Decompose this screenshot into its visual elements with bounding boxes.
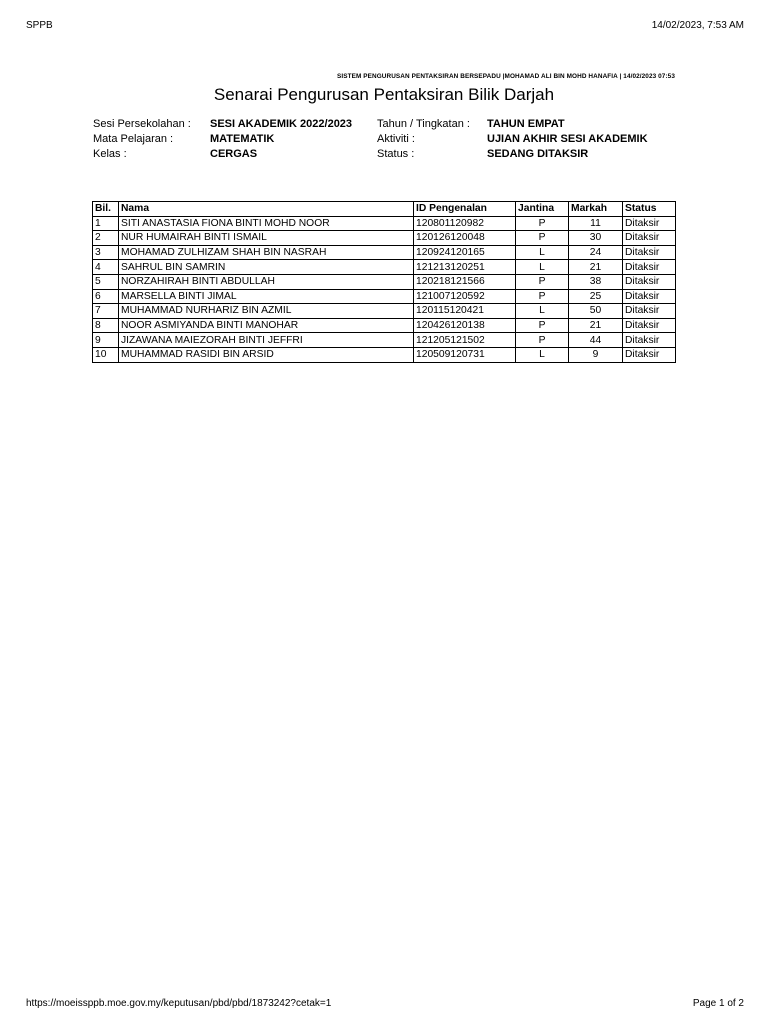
- column-header-nama: Nama: [119, 202, 414, 217]
- cell-bil: 8: [93, 318, 119, 333]
- cell-id: 121205121502: [414, 333, 516, 348]
- cell-nama: SITI ANASTASIA FIONA BINTI MOHD NOOR: [119, 216, 414, 231]
- year-value: TAHUN EMPAT: [487, 118, 565, 130]
- cell-jantina: P: [516, 333, 569, 348]
- cell-markah: 38: [569, 274, 623, 289]
- cell-markah: 9: [569, 347, 623, 362]
- cell-markah: 24: [569, 245, 623, 260]
- session-label: Sesi Persekolahan :: [93, 118, 191, 130]
- cell-nama: MUHAMMAD RASIDI BIN ARSID: [119, 347, 414, 362]
- cell-jantina: P: [516, 318, 569, 333]
- column-header-jantina: Jantina: [516, 202, 569, 217]
- cell-bil: 9: [93, 333, 119, 348]
- cell-nama: SAHRUL BIN SAMRIN: [119, 260, 414, 275]
- cell-status: Ditaksir: [623, 260, 676, 275]
- cell-bil: 4: [93, 260, 119, 275]
- class-label: Kelas :: [93, 148, 127, 160]
- cell-nama: MOHAMAD ZULHIZAM SHAH BIN NASRAH: [119, 245, 414, 260]
- cell-nama: NORZAHIRAH BINTI ABDULLAH: [119, 274, 414, 289]
- table-row: [93, 318, 676, 333]
- cell-id: 120426120138: [414, 318, 516, 333]
- session-value: SESI AKADEMIK 2022/2023: [210, 118, 353, 130]
- subject-value: MATEMATIK: [210, 133, 275, 145]
- cell-jantina: L: [516, 245, 569, 260]
- cell-status: Ditaksir: [623, 347, 676, 362]
- cell-bil: 5: [93, 274, 119, 289]
- cell-markah: 21: [569, 318, 623, 333]
- table-row: [93, 304, 676, 319]
- cell-markah: 11: [569, 216, 623, 231]
- cell-markah: 30: [569, 231, 623, 246]
- cell-nama: MUHAMMAD NURHARIZ BIN AZMIL: [119, 304, 414, 319]
- cell-id: 120801120982: [414, 216, 516, 231]
- cell-status: Ditaksir: [623, 289, 676, 304]
- cell-status: Ditaksir: [623, 216, 676, 231]
- table-row: [93, 245, 676, 260]
- student-assessment-table: [92, 201, 676, 363]
- cell-jantina: P: [516, 216, 569, 231]
- cell-jantina: P: [516, 231, 569, 246]
- cell-id: 120924120165: [414, 245, 516, 260]
- year-label: Tahun / Tingkatan :: [377, 118, 470, 130]
- cell-jantina: P: [516, 274, 569, 289]
- cell-status: Ditaksir: [623, 318, 676, 333]
- cell-id: 120509120731: [414, 347, 516, 362]
- cell-nama: NOOR ASMIYANDA BINTI MANOHAR: [119, 318, 414, 333]
- cell-status: Ditaksir: [623, 274, 676, 289]
- status-value: SEDANG DITAKSIR: [487, 148, 589, 160]
- cell-status: Ditaksir: [623, 333, 676, 348]
- column-header-markah: Markah: [569, 202, 623, 217]
- cell-jantina: L: [516, 304, 569, 319]
- activity-label: Aktiviti :: [377, 133, 415, 145]
- page-number: Page 1 of 2: [692, 998, 744, 1009]
- cell-id: 120218121566: [414, 274, 516, 289]
- cell-bil: 6: [93, 289, 119, 304]
- cell-id: 120126120048: [414, 231, 516, 246]
- cell-bil: 3: [93, 245, 119, 260]
- cell-status: Ditaksir: [623, 304, 676, 319]
- activity-value: UJIAN AKHIR SESI AKADEMIK: [487, 133, 648, 145]
- cell-jantina: L: [516, 260, 569, 275]
- cell-jantina: P: [516, 289, 569, 304]
- table-row: [93, 289, 676, 304]
- column-header-bil: Bil.: [93, 202, 119, 217]
- cell-jantina: L: [516, 347, 569, 362]
- cell-markah: 25: [569, 289, 623, 304]
- class-value: CERGAS: [210, 148, 258, 160]
- table-row: [93, 260, 676, 275]
- column-header-status: Status: [623, 202, 676, 217]
- cell-nama: NUR HUMAIRAH BINTI ISMAIL: [119, 231, 414, 246]
- cell-bil: 7: [93, 304, 119, 319]
- cell-status: Ditaksir: [623, 231, 676, 246]
- table-row: [93, 347, 676, 362]
- cell-nama: MARSELLA BINTI JIMAL: [119, 289, 414, 304]
- cell-bil: 2: [93, 231, 119, 246]
- cell-markah: 50: [569, 304, 623, 319]
- subject-label: Mata Pelajaran :: [93, 133, 174, 145]
- table-header-row: [93, 202, 676, 217]
- cell-id: 121007120592: [414, 289, 516, 304]
- page-title: Senarai Pengurusan Pentaksiran Bilik Darjah: [213, 85, 555, 104]
- cell-id: 121213120251: [414, 260, 516, 275]
- table-row: [93, 274, 676, 289]
- table-row: [93, 216, 676, 231]
- cell-id: 120115120421: [414, 304, 516, 319]
- cell-bil: 1: [93, 216, 119, 231]
- cell-markah: 21: [569, 260, 623, 275]
- status-label: Status :: [377, 148, 415, 160]
- cell-markah: 44: [569, 333, 623, 348]
- cell-status: Ditaksir: [623, 245, 676, 260]
- browser-page-title: SPPB: [26, 20, 53, 31]
- system-info-line: SISTEM PENGURUSAN PENTAKSIRAN BERSEPADU |MOHAMAD ALI BIN MOHD HANAFIA | 14/02/2023 07:53: [337, 73, 675, 80]
- table-row: [93, 333, 676, 348]
- print-datetime: 14/02/2023, 7:53 AM: [651, 20, 744, 31]
- cell-bil: 10: [93, 347, 119, 362]
- table-row: [93, 231, 676, 246]
- page-url: https://moeissppb.moe.gov.my/keputusan/pbd/pbd/1873242?cetak=1: [26, 998, 332, 1009]
- print-header: [26, 20, 744, 34]
- print-footer: [26, 998, 744, 1012]
- column-header-id: ID Pengenalan: [414, 202, 516, 217]
- cell-nama: JIZAWANA MAIEZORAH BINTI JEFFRI: [119, 333, 414, 348]
